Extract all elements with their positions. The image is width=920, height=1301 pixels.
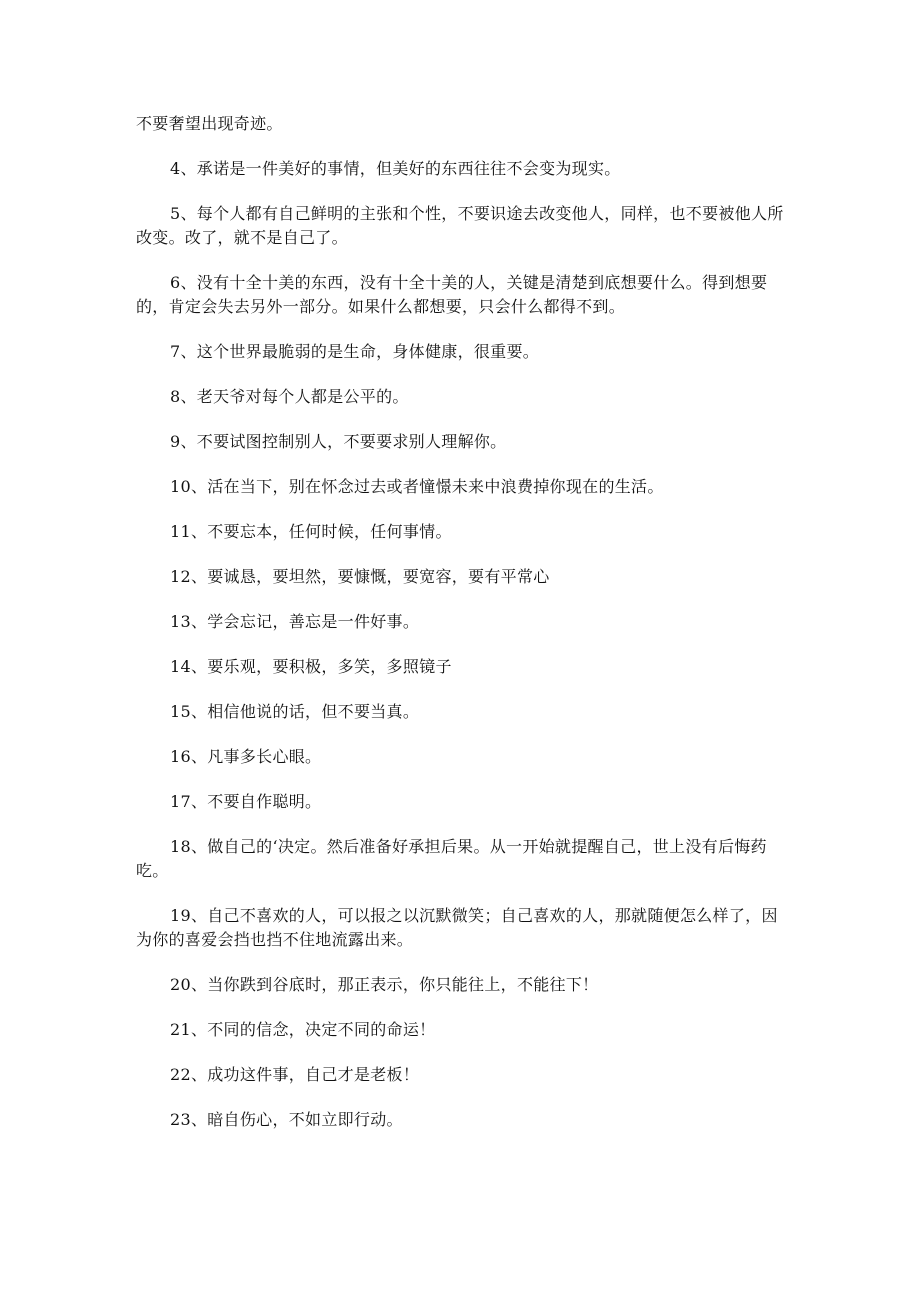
paragraph-item-17: 17、不要自作聪明。 (170, 792, 322, 811)
paragraph-item-16: 16、凡事多长心眼。 (170, 747, 322, 766)
paragraph-item-12: 12、要诚恳，要坦然，要慷慨，要宽容，要有平常心 (170, 567, 550, 586)
paragraph-item-4: 4、承诺是一件美好的事情，但美好的东西往往不会变为现实。 (170, 159, 621, 178)
paragraph-item-21: 21、不同的信念，决定不同的命运！ (170, 1020, 436, 1039)
paragraph-item-22: 22、成功这件事，自己才是老板！ (170, 1065, 420, 1084)
paragraph-item-20: 20、当你跌到谷底时，那正表示，你只能往上，不能往下！ (170, 975, 599, 994)
paragraph-item-18: 18、做自己的‘决定。然后准备好承担后果。从一开始就提醒自己，世上没有后悔药吃。 (136, 837, 767, 880)
paragraph-continuation: 不要奢望出现奇迹。 (136, 114, 283, 133)
document-body (136, 112, 786, 1153)
paragraph-item-14: 14、要乐观，要积极，多笑，多照镜子 (170, 657, 452, 676)
paragraph-item-13: 13、学会忘记，善忘是一件好事。 (170, 612, 420, 631)
paragraph-item-23: 23、暗自伤心，不如立即行动。 (170, 1110, 403, 1129)
paragraph-item-5: 5、每个人都有自己鲜明的主张和个性，不要识途去改变他人，同样，也不要被他人所改变。改了，就不是自己了。 (136, 204, 784, 247)
paragraph-item-9: 9、不要试图控制别人，不要要求别人理解你。 (170, 432, 507, 451)
paragraph-item-15: 15、相信他说的话，但不要当真。 (170, 702, 420, 721)
paragraph-item-10: 10、活在当下，别在怀念过去或者憧憬未来中浪费掉你现在的生活。 (170, 477, 664, 496)
paragraph-item-8: 8、老天爷对每个人都是公平的。 (170, 387, 409, 406)
paragraph-item-11: 11、不要忘本，任何时候，任何事情。 (170, 522, 452, 541)
paragraph-item-19: 19、自己不喜欢的人，可以报之以沉默微笑；自己喜欢的人，那就随便怎么样了，因为你的喜爱会挡也挡不住地流露出来。 (136, 906, 778, 949)
paragraph-item-6: 6、没有十全十美的东西，没有十全十美的人，关键是清楚到底想要什么。得到想要的，肯定会失去另外一部分。如果什么都想要，只会什么都得不到。 (136, 273, 768, 316)
paragraph-item-7: 7、这个世界最脆弱的是生命，身体健康，很重要。 (170, 342, 540, 361)
